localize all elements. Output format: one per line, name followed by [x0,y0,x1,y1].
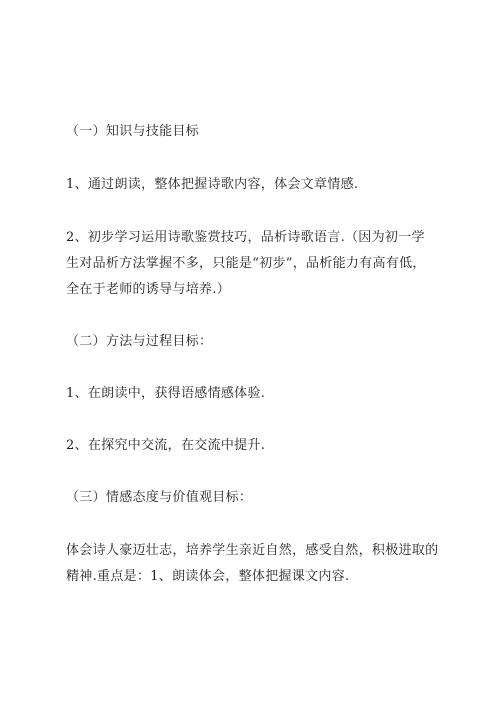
objective-item-2-line-2: 生对品析方法掌握不多，只能是“初步”，品析能力有高有低， [66,256,426,271]
method-item-2: 2、在探究中交流，在交流中提升. [66,438,266,453]
objective-item-2-line-3: 全在于老师的诱导与培养.） [66,282,231,297]
objective-item-1: 1、通过朗读，整体把握诗歌内容，体会文章情感. [66,177,359,192]
method-item-1: 1、在朗读中，获得语感情感体验. [66,386,266,401]
attitude-paragraph-line-1: 体会诗人豪迈壮志，培养学生亲近自然，感受自然，积极进取的 [66,543,439,558]
attitude-paragraph-line-2: 精神.重点是：1、朗读体会，整体把握课文内容. [66,569,350,584]
section-heading-attitude-values: （三）情感态度与价值观目标： [66,490,253,505]
section-heading-method-process: （二）方法与过程目标： [66,334,213,349]
objective-item-2-line-1: 2、初步学习运用诗歌鉴赏技巧，品析诗歌语言.（因为初一学 [66,230,425,245]
section-heading-knowledge-skills: （一）知识与技能目标 [66,124,200,139]
